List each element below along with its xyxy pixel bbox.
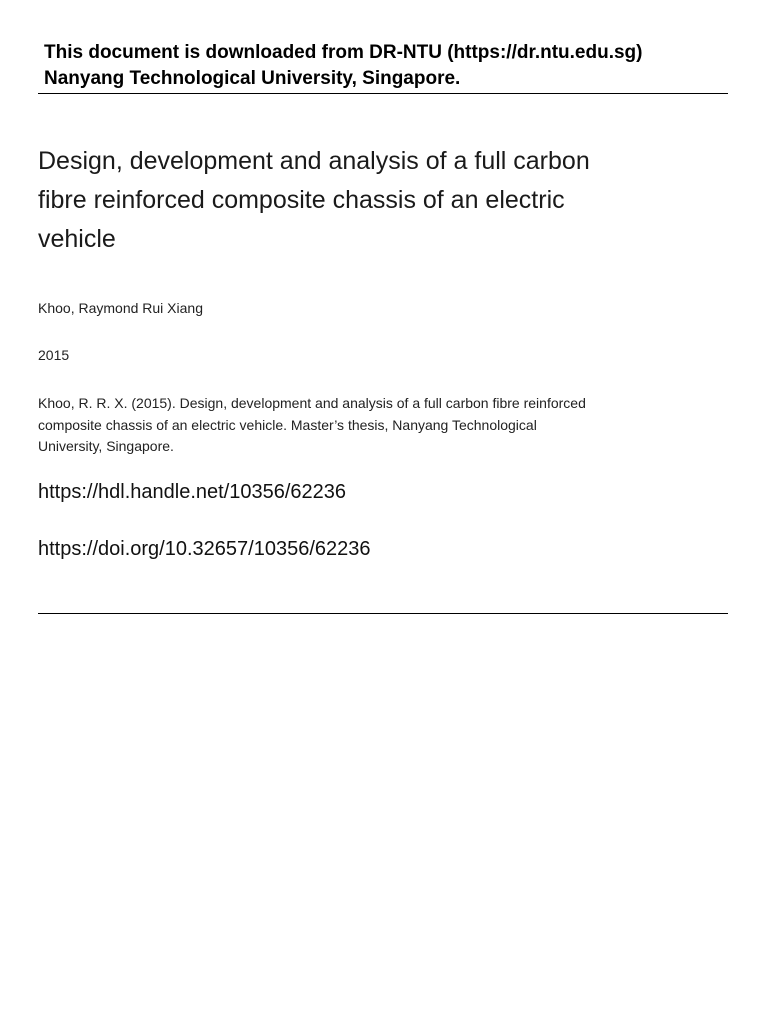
title-line: Design, development and analysis of a full carbon [38,147,590,175]
title-line: fibre reinforced composite chassis of an electric [38,186,565,214]
repository-source-line: This document is downloaded from DR‑NTU (https://dr.ntu.edu.sg) [44,42,643,63]
institution-line: Nanyang Technological University, Singapore. [44,68,461,89]
header-divider [38,93,728,94]
citation-line: composite chassis of an electric vehicle. Master’s thesis, Nanyang Technological [38,416,537,433]
author-name: Khoo, Raymond Rui Xiang [38,300,203,316]
title-line: vehicle [38,225,116,253]
doi-link[interactable]: https://doi.org/10.32657/10356/62236 [38,538,371,560]
citation-text [38,393,618,458]
document-title [38,142,648,259]
citation-line: University, Singapore. [38,438,174,454]
repository-header [38,40,728,92]
publication-year: 2015 [38,347,70,363]
citation-line: Khoo, R. R. X. (2015). Design, development and analysis of a full carbon fibre reinforced [38,395,586,411]
handle-link[interactable]: https://hdl.handle.net/10356/62236 [38,481,347,503]
footer-divider [38,613,728,614]
